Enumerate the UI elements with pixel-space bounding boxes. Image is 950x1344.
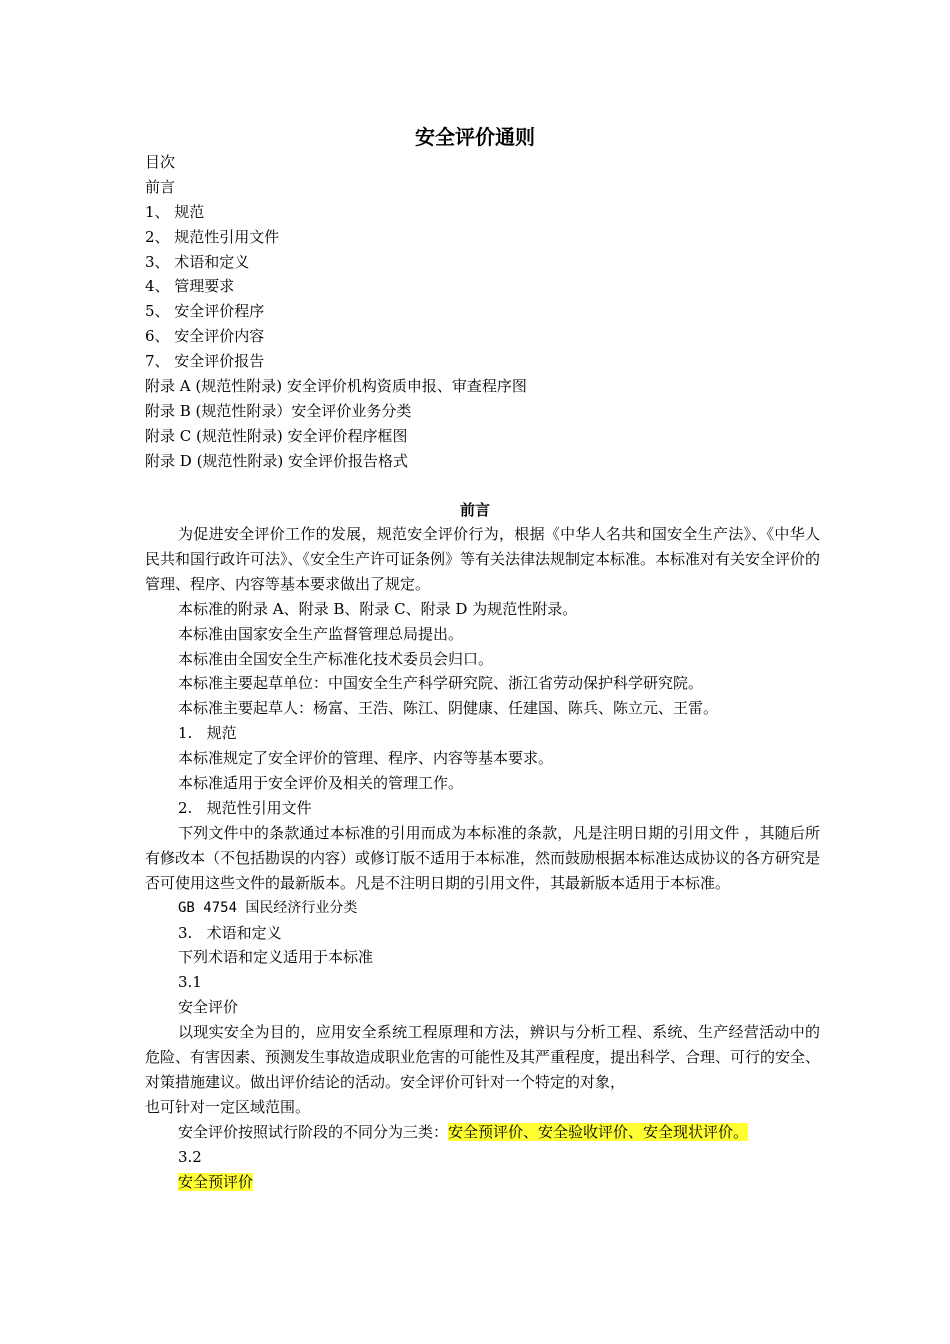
preface-paragraph: 为促进安全评价工作的发展，规范安全评价行为，根据《中华人名共和国安全生产法》、《中华人民共和国行政许可法》、《安全生产许可证条例》等有关法律法规制定本标准。本标准对有关安全评价的管理、程序、内容等基本要求做出了规定。 xyxy=(145,525,821,593)
document-body xyxy=(145,522,820,1194)
section-heading: 3. 术语和定义 xyxy=(178,923,282,942)
preface-heading: 前言 xyxy=(459,501,490,519)
section-paragraph: 下列文件中的条款通过本标准的引用而成为本标准的条款，凡是注明日期的引用文件 ，其随后所有修改本（不包括勘误的内容）或修订版不适用于本标准，然而鼓励根据本标准达成协议的各方研究是否可使用这些文件的最新版本。凡是不注明日期的引用文件，其最新版本适用于本标准。 xyxy=(145,823,821,892)
preface-paragraph: 本标准由全国安全生产标准化技术委员会归口。 xyxy=(178,649,494,668)
section-heading: 1. 规范 xyxy=(178,724,237,743)
toc-item: 附录 C (规范性附录) 安全评价程序框图 xyxy=(145,426,408,445)
highlighted-text: 安全预评价、安全验收评价、安全现状评价。 xyxy=(448,1122,749,1141)
highlighted-term-name: 安全预评价 xyxy=(178,1172,254,1191)
term-definition: 以现实安全为目的，应用安全系统工程原理和方法，辨识与分析工程、系统、生产经营活动中的危险、有害因素、预测发生事故造成职业危害的可能性及其严重程度，提出科学、合理、可行的安全、对策措施建议。做出评价结论的活动。安全评价可针对一个特定的对象， xyxy=(145,1023,821,1091)
document-title: 安全评价通则 xyxy=(415,125,535,149)
section-paragraph: 本标准适用于安全评价及相关的管理工作。 xyxy=(178,774,464,793)
term-classification xyxy=(145,1120,820,1145)
toc-item: 2、 规范性引用文件 xyxy=(145,227,280,246)
section-paragraph: 本标准规定了安全评价的管理、程序、内容等基本要求。 xyxy=(178,749,554,768)
toc-item: 7、 安全评价报告 xyxy=(145,352,265,371)
table-of-contents xyxy=(145,150,825,474)
term-name: 安全评价 xyxy=(178,998,239,1017)
term-number: 3.1 xyxy=(178,973,202,992)
term-number: 3.2 xyxy=(178,1147,202,1166)
toc-item: 5、 安全评价程序 xyxy=(145,302,265,321)
toc-item: 1、 规范 xyxy=(145,202,205,221)
toc-item: 附录 A (规范性附录) 安全评价机构资质申报、审查程序图 xyxy=(145,377,527,396)
normative-reference: GB 4754 国民经济行业分类 xyxy=(178,899,358,916)
classification-prefix: 安全评价按照试行阶段的不同分为三类： xyxy=(178,1122,449,1141)
preface-paragraph: 本标准由国家安全生产监督管理总局提出。 xyxy=(178,624,464,643)
toc-item: 4、 管理要求 xyxy=(145,277,235,296)
section-paragraph: 下列术语和定义适用于本标准 xyxy=(178,948,374,967)
preface-paragraph: 本标准的附录 A、附录 B、附录 C、附录 D 为规范性附录。 xyxy=(178,599,578,618)
preface-paragraph: 本标准主要起草单位：中国安全生产科学研究院、浙江省劳动保护科学研究院。 xyxy=(178,674,704,693)
preface-paragraph: 本标准主要起草人：杨富、王浩、陈江、阴健康、任建国、陈兵、陈立元、王雷。 xyxy=(178,699,719,718)
toc-heading: 目次 xyxy=(145,153,176,171)
section-heading: 2. 规范性引用文件 xyxy=(178,798,312,817)
toc-item: 附录 B (规范性附录）安全评价业务分类 xyxy=(145,401,412,420)
toc-item: 3、 术语和定义 xyxy=(145,252,250,271)
toc-item: 6、 安全评价内容 xyxy=(145,327,265,346)
term-name xyxy=(145,1170,820,1195)
term-definition-continued: 也可针对一定区域范围。 xyxy=(145,1097,311,1116)
toc-item: 附录 D (规范性附录) 安全评价报告格式 xyxy=(145,451,409,470)
toc-item: 前言 xyxy=(145,177,176,196)
